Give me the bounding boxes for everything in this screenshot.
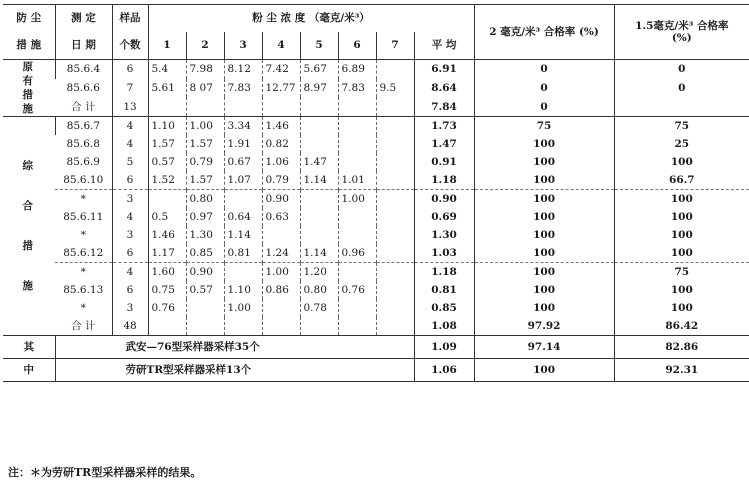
row-rate-2: 97.92 [474, 317, 614, 336]
row-value-7 [376, 117, 414, 136]
row-value-1 [148, 190, 186, 209]
row-value-6 [338, 117, 376, 136]
header-measure-2: 措 施 [3, 32, 55, 60]
row-value-1: 0.57 [148, 153, 186, 171]
footer-row-2-text: 劳研TR型采样器采样13个 [55, 359, 414, 382]
row-value-1: 5.61 [148, 79, 186, 98]
row-rate-15: 66.7 [614, 171, 749, 190]
row-sample-count: 6 [112, 171, 148, 190]
row-value-6 [338, 135, 376, 153]
row-value-4: 0.86 [262, 281, 300, 299]
row-sample-count: 6 [112, 281, 148, 299]
row-value-4: 0.79 [262, 171, 300, 190]
row-value-7 [376, 299, 414, 317]
row-value-5: 1.20 [300, 263, 338, 282]
row-value-6 [338, 317, 376, 336]
row-value-4: 0.63 [262, 208, 300, 226]
row-rate-2: 100 [474, 153, 614, 171]
row-value-3: 1.14 [224, 226, 262, 244]
row-value-1 [148, 97, 186, 116]
row-rate-2: 100 [474, 244, 614, 263]
footer-row-2-r2: 100 [474, 359, 614, 382]
row-value-7 [376, 135, 414, 153]
table-row [3, 97, 749, 116]
row-rate-2: 100 [474, 281, 614, 299]
row-value-5 [300, 117, 338, 136]
row-average: 1.30 [414, 226, 474, 244]
row-value-2: 1.30 [186, 226, 224, 244]
row-value-6 [338, 97, 376, 116]
row-value-7 [376, 244, 414, 263]
row-sample-count: 3 [112, 190, 148, 209]
row-value-1: 1.17 [148, 244, 186, 263]
row-value-6 [338, 299, 376, 317]
row-value-7 [376, 171, 414, 190]
row-value-1: 1.60 [148, 263, 186, 282]
row-sample-count: 6 [112, 244, 148, 263]
row-value-7 [376, 97, 414, 116]
row-rate-15: 100 [614, 226, 749, 244]
header-date: 测 定 [55, 5, 112, 33]
header-rate-2: 2 毫克/米³ 合格率 (%) [474, 5, 614, 60]
row-value-7 [376, 226, 414, 244]
group-label: 综合措施 [3, 117, 55, 336]
footer-row-1-text: 武安—76型采样器采样35个 [55, 336, 414, 359]
header-sub-2: 2 [186, 32, 224, 60]
table-row [3, 190, 749, 209]
row-value-2: 0.57 [186, 281, 224, 299]
footer-row-1 [3, 336, 749, 359]
header-sub-1: 1 [148, 32, 186, 60]
row-average: 0.90 [414, 190, 474, 209]
row-value-5 [300, 97, 338, 116]
table-row [3, 263, 749, 282]
table-row [3, 299, 749, 317]
row-value-4 [262, 299, 300, 317]
group-label: 原有措施 [3, 60, 55, 117]
row-rate-2: 0 [474, 79, 614, 98]
row-rate-2: 100 [474, 263, 614, 282]
row-average: 0.69 [414, 208, 474, 226]
row-value-7 [376, 317, 414, 336]
row-value-4: 1.06 [262, 153, 300, 171]
row-date: * [80, 229, 86, 241]
table-row [3, 60, 749, 79]
table-note: 注：＊为劳研TR型采样器采样的结果。 [8, 466, 202, 479]
row-average: 1.47 [414, 135, 474, 153]
header-sub-4: 4 [262, 32, 300, 60]
header-sub-6: 6 [338, 32, 376, 60]
footer-row-2-avg: 1.06 [414, 359, 474, 382]
row-rate-2: 0 [474, 60, 614, 79]
row-value-2: 0.97 [186, 208, 224, 226]
row-rate-2: 75 [474, 117, 614, 136]
row-value-1: 0.76 [148, 299, 186, 317]
row-average: 0.81 [414, 281, 474, 299]
row-value-6: 6.89 [338, 60, 376, 79]
row-value-6: 1.01 [338, 171, 376, 190]
row-value-3: 3.34 [224, 117, 262, 136]
row-value-1: 1.46 [148, 226, 186, 244]
row-value-3 [224, 317, 262, 336]
row-value-2: 1.00 [186, 117, 224, 136]
row-average: 1.18 [414, 171, 474, 190]
row-value-4: 12.77 [262, 79, 300, 98]
row-date: 85.6.12 [63, 247, 104, 259]
header-sub-3: 3 [224, 32, 262, 60]
footer-row-1-r2: 97.14 [474, 336, 614, 359]
row-value-1: 1.10 [148, 117, 186, 136]
table-row [3, 153, 749, 171]
row-value-7: 9.5 [376, 79, 414, 98]
row-sample-count: 3 [112, 299, 148, 317]
row-value-2: 1.57 [186, 135, 224, 153]
row-value-1: 5.4 [148, 60, 186, 79]
row-sample-count: 13 [112, 97, 148, 116]
row-rate-2: 100 [474, 226, 614, 244]
row-value-2: 8 07 [186, 79, 224, 98]
row-value-2 [186, 299, 224, 317]
table-row [3, 79, 749, 98]
row-value-6 [338, 208, 376, 226]
row-value-4: 0.90 [262, 190, 300, 209]
row-value-2: 0.80 [186, 190, 224, 209]
row-average: 8.64 [414, 79, 474, 98]
row-value-1: 1.52 [148, 171, 186, 190]
row-rate-2: 0 [474, 97, 614, 116]
row-average: 1.73 [414, 117, 474, 136]
row-value-1: 0.5 [148, 208, 186, 226]
row-sample-count: 4 [112, 263, 148, 282]
row-rate-15: 0 [614, 60, 749, 79]
row-value-7 [376, 208, 414, 226]
row-rate-15: 100 [614, 208, 749, 226]
row-date: 85.6.6 [66, 81, 100, 94]
header-concentration: 粉 尘 浓 度 （毫克/米³） [148, 5, 474, 33]
row-sample-count: 5 [112, 153, 148, 171]
row-date: * [55, 190, 112, 209]
row-sample-count: 3 [112, 226, 148, 244]
header-rate-15: 1.5毫克/米³ 合格率 (%) [614, 5, 749, 60]
row-date: 85.6.13 [63, 284, 104, 296]
row-value-6 [338, 153, 376, 171]
table-row [3, 317, 749, 336]
row-value-2: 7.98 [186, 60, 224, 79]
row-value-1: 0.75 [148, 281, 186, 299]
row-value-5: 5.67 [300, 60, 338, 79]
row-rate-15: 100 [614, 244, 749, 263]
row-average: 0.91 [414, 153, 474, 171]
table-row [3, 244, 749, 263]
header-sub-7: 7 [376, 32, 414, 60]
header-date-2: 日 期 [55, 32, 112, 60]
row-value-2: 0.85 [186, 244, 224, 263]
row-value-1: 1.57 [148, 135, 186, 153]
dust-concentration-table [3, 4, 749, 382]
table-wrapper [3, 4, 729, 382]
footer-row-2-r15: 92.31 [614, 359, 749, 382]
row-value-3: 1.07 [224, 171, 262, 190]
row-value-3 [224, 97, 262, 116]
row-value-4 [262, 226, 300, 244]
row-value-5 [300, 317, 338, 336]
table-row [3, 135, 749, 153]
table-row [3, 117, 749, 136]
header-sub-5: 5 [300, 32, 338, 60]
row-rate-2: 100 [474, 135, 614, 153]
row-average: 1.08 [414, 317, 474, 336]
row-date: * [55, 263, 112, 282]
row-value-1 [148, 317, 186, 336]
row-sample-count: 4 [112, 117, 148, 136]
row-rate-15: 100 [614, 299, 749, 317]
row-average: 0.85 [414, 299, 474, 317]
row-rate-15 [614, 97, 749, 116]
row-date: 合 计 [71, 100, 96, 113]
row-value-4 [262, 97, 300, 116]
row-value-4: 7.42 [262, 60, 300, 79]
row-sample-count: 4 [112, 208, 148, 226]
row-value-7 [376, 281, 414, 299]
row-value-3: 0.81 [224, 244, 262, 263]
row-average: 1.03 [414, 244, 474, 263]
row-value-4 [262, 317, 300, 336]
row-date: 85.6.11 [63, 211, 104, 223]
row-rate-15: 75 [614, 263, 749, 282]
row-value-5: 0.78 [300, 299, 338, 317]
footer-side-top: 其 [3, 336, 55, 359]
row-sample-count: 4 [112, 135, 148, 153]
row-sample-count: 6 [112, 60, 148, 79]
row-value-3: 1.91 [224, 135, 262, 153]
row-value-2: 0.79 [186, 153, 224, 171]
row-date: 85.6.8 [66, 138, 100, 150]
row-value-3: 7.83 [224, 79, 262, 98]
row-value-3: 1.00 [224, 299, 262, 317]
row-value-5: 8.97 [300, 79, 338, 98]
row-rate-15: 75 [614, 117, 749, 136]
row-average: 7.84 [414, 97, 474, 116]
table-row [3, 226, 749, 244]
row-date: 85.6.4 [55, 60, 112, 79]
row-value-4: 1.00 [262, 263, 300, 282]
row-rate-15: 100 [614, 281, 749, 299]
row-rate-15: 100 [614, 190, 749, 209]
row-value-5 [300, 135, 338, 153]
row-value-5: 0.80 [300, 281, 338, 299]
row-value-5: 1.47 [300, 153, 338, 171]
row-date: 85.6.10 [63, 174, 104, 186]
row-value-2: 1.57 [186, 171, 224, 190]
table-row [3, 281, 749, 299]
row-value-6: 1.00 [338, 190, 376, 209]
row-value-4: 0.82 [262, 135, 300, 153]
row-value-6: 0.76 [338, 281, 376, 299]
footer-row-2 [3, 359, 749, 382]
row-value-6: 0.96 [338, 244, 376, 263]
row-value-2 [186, 317, 224, 336]
row-date: * [80, 302, 86, 314]
row-rate-15: 25 [614, 135, 749, 153]
row-value-3: 8.12 [224, 60, 262, 79]
row-value-5: 1.14 [300, 244, 338, 263]
row-value-7 [376, 263, 414, 282]
row-value-5 [300, 226, 338, 244]
header-measure: 防 尘 [16, 12, 42, 24]
row-rate-15: 100 [614, 153, 749, 171]
row-value-6: 7.83 [338, 79, 376, 98]
row-average: 1.18 [414, 263, 474, 282]
row-average: 6.91 [414, 60, 474, 79]
row-value-7 [376, 190, 414, 209]
row-value-5: 1.14 [300, 171, 338, 190]
row-value-3: 1.10 [224, 281, 262, 299]
row-value-2 [186, 97, 224, 116]
row-value-2: 0.90 [186, 263, 224, 282]
row-sample-count: 48 [112, 317, 148, 336]
row-sample-count: 7 [112, 79, 148, 98]
table-row [3, 171, 749, 190]
header-samples-2: 个数 [112, 32, 148, 60]
data-body [3, 60, 749, 336]
row-rate-2: 100 [474, 190, 614, 209]
row-value-4: 1.24 [262, 244, 300, 263]
row-value-6 [338, 263, 376, 282]
row-date: 85.6.9 [66, 156, 100, 168]
row-rate-2: 100 [474, 171, 614, 190]
header-sub-avg: 平 均 [414, 32, 474, 60]
row-value-3 [224, 190, 262, 209]
row-value-3 [224, 263, 262, 282]
row-value-4: 1.46 [262, 117, 300, 136]
row-value-6 [338, 226, 376, 244]
header-samples: 样品 [112, 5, 148, 33]
row-rate-2: 100 [474, 299, 614, 317]
row-value-3: 0.67 [224, 153, 262, 171]
row-value-7 [376, 153, 414, 171]
row-rate-2: 100 [474, 208, 614, 226]
footer-side-bottom: 中 [3, 359, 55, 382]
header-row-1 [3, 5, 749, 33]
row-value-7 [376, 60, 414, 79]
table-row [3, 208, 749, 226]
row-date: 合 计 [71, 320, 96, 332]
row-value-5 [300, 208, 338, 226]
row-value-5 [300, 190, 338, 209]
footer-row-1-r15: 82.86 [614, 336, 749, 359]
row-rate-15: 0 [614, 79, 749, 98]
row-date: 85.6.7 [55, 117, 112, 136]
row-rate-15: 86.42 [614, 317, 749, 336]
footer-row-1-avg: 1.09 [414, 336, 474, 359]
row-value-3: 0.64 [224, 208, 262, 226]
